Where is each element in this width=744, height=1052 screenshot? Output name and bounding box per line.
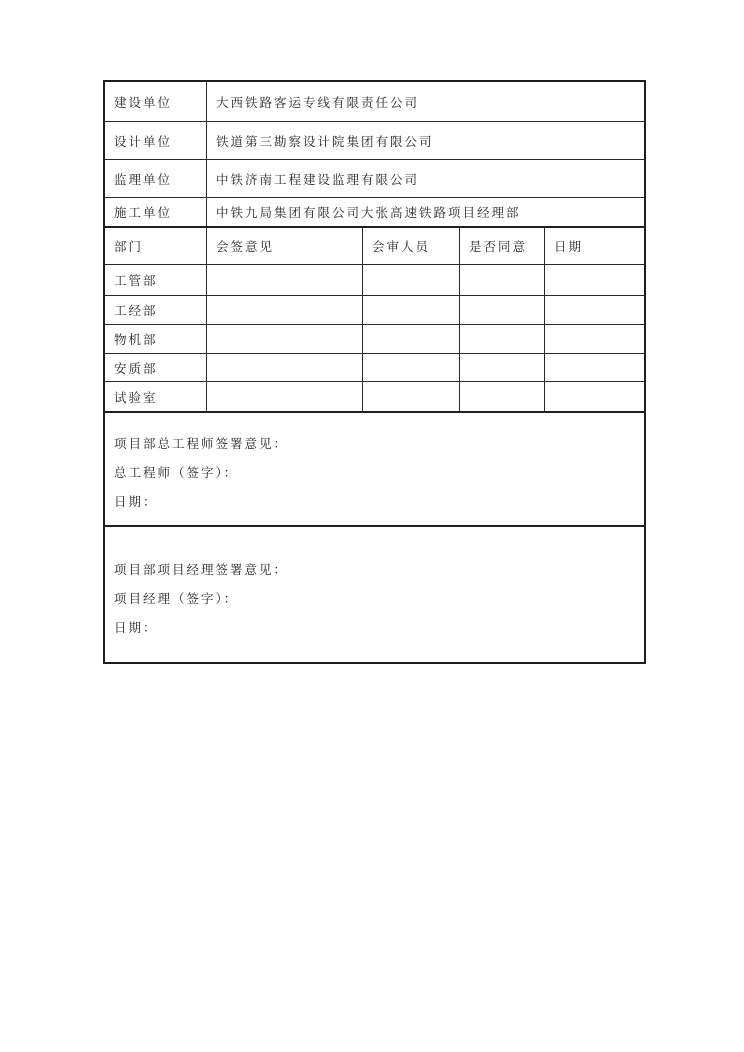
unit-row — [105, 122, 644, 160]
unit-row — [105, 198, 644, 228]
agree-cell[interactable] — [460, 265, 545, 295]
opinion-cell[interactable] — [207, 296, 363, 324]
review-header-date: 日期 — [554, 239, 584, 254]
unit-row — [105, 82, 644, 122]
review-row — [105, 354, 644, 382]
department-cell: 试验室 — [105, 382, 207, 411]
review-row — [105, 382, 644, 413]
date-cell[interactable] — [545, 325, 644, 353]
unit-row-label: 施工单位 — [105, 198, 207, 226]
agree-cell[interactable] — [460, 354, 545, 381]
signer-label: 总工程师（签字）： — [114, 465, 239, 480]
review-row — [105, 325, 644, 354]
date-cell[interactable] — [545, 382, 644, 411]
reviewer-cell[interactable] — [363, 382, 460, 411]
department-cell: 工管部 — [105, 265, 207, 295]
date-label: 日期： — [114, 494, 158, 509]
review-header-opinion: 会签意见 — [207, 228, 363, 264]
reviewer-cell[interactable] — [363, 354, 460, 381]
date-cell[interactable] — [545, 354, 644, 381]
opinion-cell[interactable] — [207, 354, 363, 381]
unit-row-value: 中铁九局集团有限公司大张高速铁路项目经理部 — [216, 205, 521, 220]
unit-row-label: 设计单位 — [105, 122, 207, 159]
approval-form-table — [103, 80, 646, 664]
unit-row-value: 大西铁路客运专线有限责任公司 — [216, 94, 420, 110]
date-label: 日期： — [114, 620, 158, 635]
agree-cell[interactable] — [460, 296, 545, 324]
department-cell: 工经部 — [105, 296, 207, 324]
project-manager-signature-section[interactable] — [105, 527, 644, 662]
opinion-cell[interactable] — [207, 382, 363, 411]
department-cell: 安质部 — [105, 354, 207, 381]
unit-row-label: 建设单位 — [105, 82, 207, 121]
signer-label: 项目经理（签字）： — [114, 591, 239, 606]
reviewer-cell[interactable] — [363, 296, 460, 324]
department-cell: 物机部 — [105, 325, 207, 353]
date-cell[interactable] — [545, 265, 644, 295]
signature-title: 项目部总工程师签署意见： — [114, 436, 289, 451]
review-header-agree: 是否同意 — [460, 228, 545, 264]
chief-engineer-signature-section[interactable] — [105, 413, 644, 527]
opinion-cell[interactable] — [207, 325, 363, 353]
unit-row-value: 中铁济南工程建设监理有限公司 — [216, 171, 420, 187]
unit-row — [105, 160, 644, 198]
review-row — [105, 296, 644, 325]
reviewer-cell[interactable] — [363, 325, 460, 353]
date-cell[interactable] — [545, 296, 644, 324]
review-header-reviewer: 会审人员 — [363, 228, 460, 264]
signature-title: 项目部项目经理签署意见： — [114, 562, 289, 577]
unit-row-label: 监理单位 — [105, 160, 207, 197]
agree-cell[interactable] — [460, 382, 545, 411]
agree-cell[interactable] — [460, 325, 545, 353]
review-row — [105, 265, 644, 296]
review-header-row — [105, 228, 644, 265]
reviewer-cell[interactable] — [363, 265, 460, 295]
unit-row-value: 铁道第三勘察设计院集团有限公司 — [216, 133, 434, 149]
review-header-department: 部门 — [105, 228, 207, 264]
opinion-cell[interactable] — [207, 265, 363, 295]
